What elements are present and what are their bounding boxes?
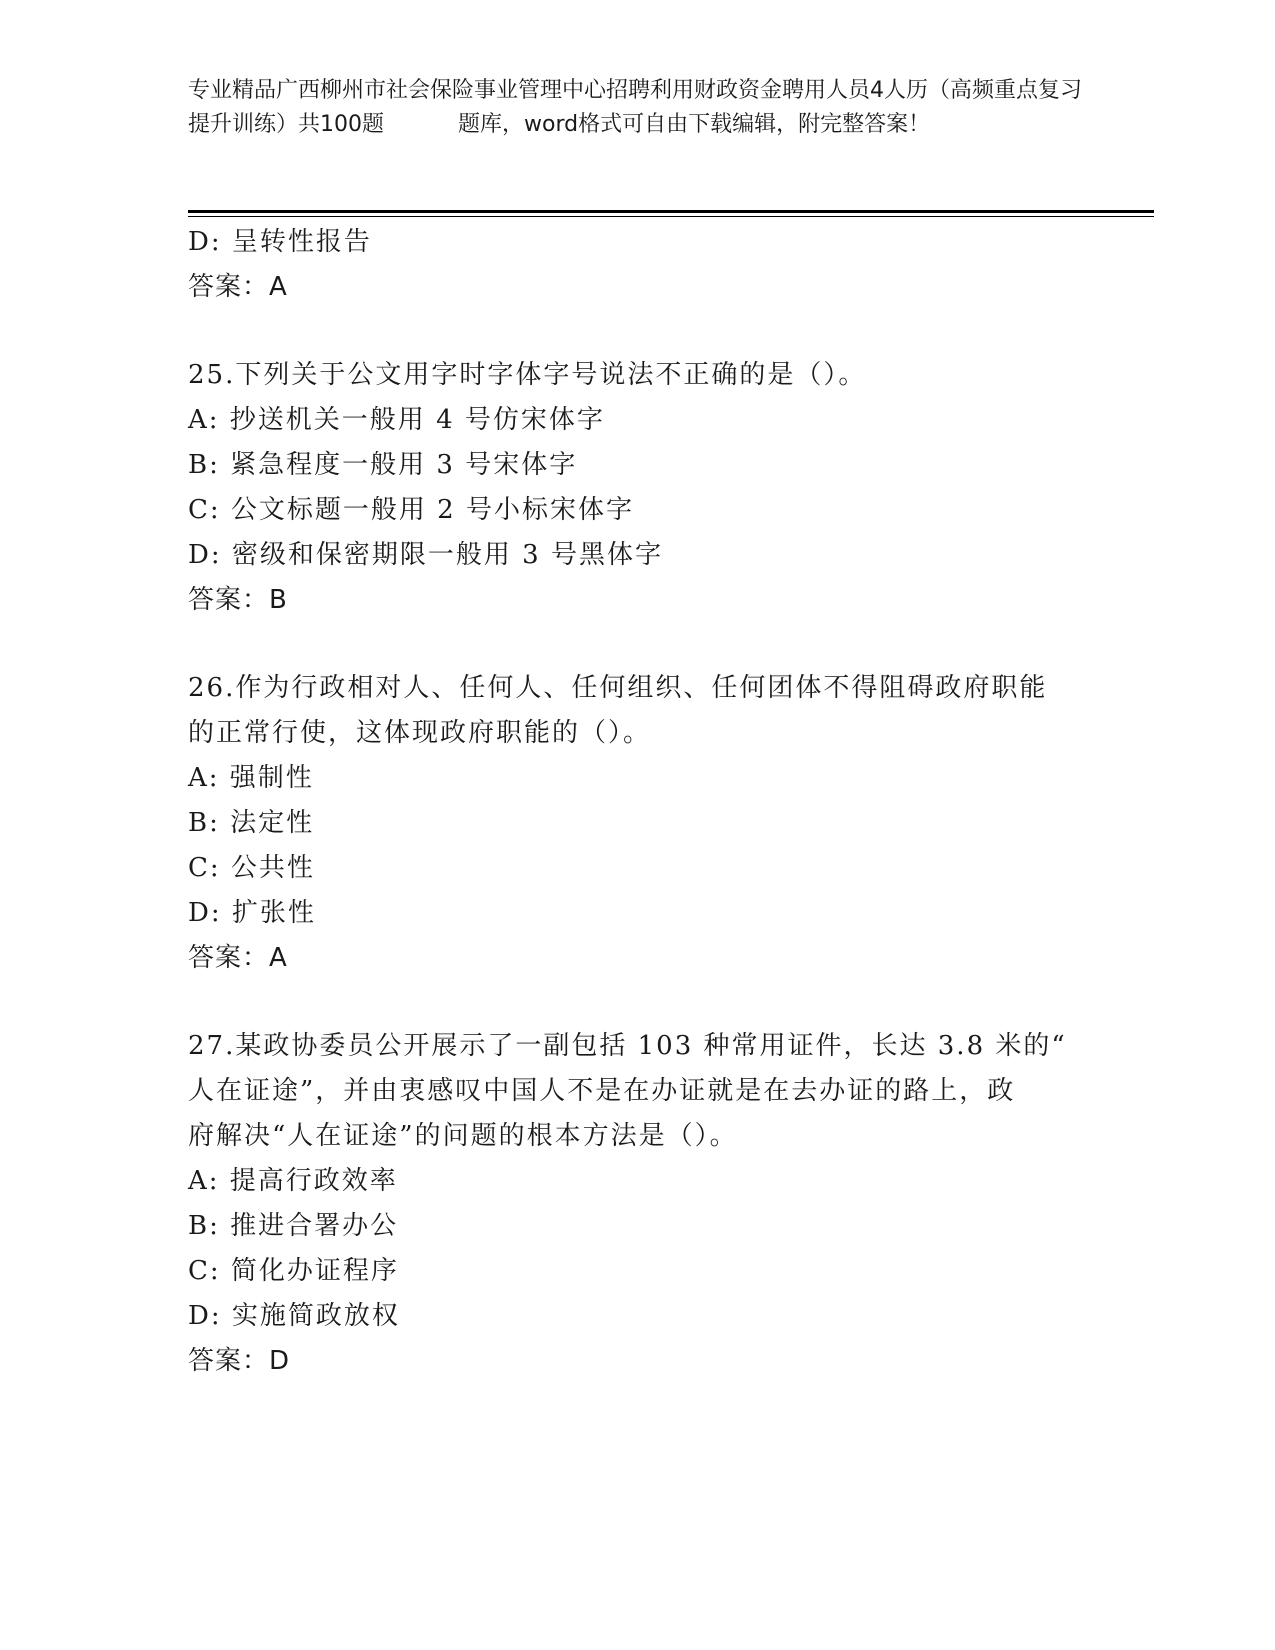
option-d: D: 密级和保密期限一般用 3 号黑体字	[188, 540, 663, 570]
question-stem-line-2: 人在证途”，并由衷感叹中国人不是在办证就是在去办证的路上，政	[188, 1076, 1016, 1106]
option-b: B: 紧急程度一般用 3 号宋体字	[188, 450, 578, 480]
option-d: D: 呈转性报告	[188, 227, 372, 257]
option-c: C: 简化办证程序	[188, 1256, 399, 1286]
question-stem-line-1: 27.某政协委员公开展示了一副包括 103 种常用证件，长达 3.8 米的“	[188, 1031, 1067, 1061]
header-rule-thin	[188, 216, 1154, 217]
answer-line: 答案：A	[188, 943, 288, 973]
option-c: C: 公共性	[188, 853, 315, 883]
option-b: B: 法定性	[188, 808, 315, 838]
option-c: C: 公文标题一般用 2 号小标宋体字	[188, 495, 634, 525]
option-a: A: 提高行政效率	[188, 1166, 398, 1196]
header-title-part2: 题库，word格式可自由下载编辑，附完整答案！	[458, 112, 931, 137]
option-a: A: 抄送机关一般用 4 号仿宋体字	[188, 405, 605, 435]
answer-line: 答案：A	[188, 272, 288, 302]
option-d: D: 实施简政放权	[188, 1301, 400, 1331]
option-d: D: 扩张性	[188, 898, 316, 928]
header-title-part1: 专业精品广西柳州市社会保险事业管理中心招聘利用财政资金聘用人员4人历（高频重点复习提升训练）共100题	[188, 78, 1083, 137]
question-stem-line-2: 的正常行使，这体现政府职能的（）。	[188, 718, 652, 748]
answer-line: 答案：B	[188, 585, 288, 615]
document-header	[188, 74, 1088, 142]
question-27	[188, 1024, 1088, 1384]
question-stem-line-1: 26.作为行政相对人、任何人、任何组织、任何团体不得阻碍政府职能	[188, 673, 1048, 703]
question-26	[188, 666, 1088, 981]
question-25	[188, 353, 1088, 623]
document-body	[188, 220, 1088, 1384]
option-a: A: 强制性	[188, 763, 314, 793]
option-b: B: 推进合署办公	[188, 1211, 399, 1241]
header-rule-thick	[188, 210, 1154, 213]
answer-line: 答案：D	[188, 1346, 291, 1376]
question-stem: 25.下列关于公文用字时字体字号说法不正确的是（）。	[188, 360, 867, 390]
question-stem-line-3: 府解决“人在证途”的问题的根本方法是（）。	[188, 1121, 738, 1151]
